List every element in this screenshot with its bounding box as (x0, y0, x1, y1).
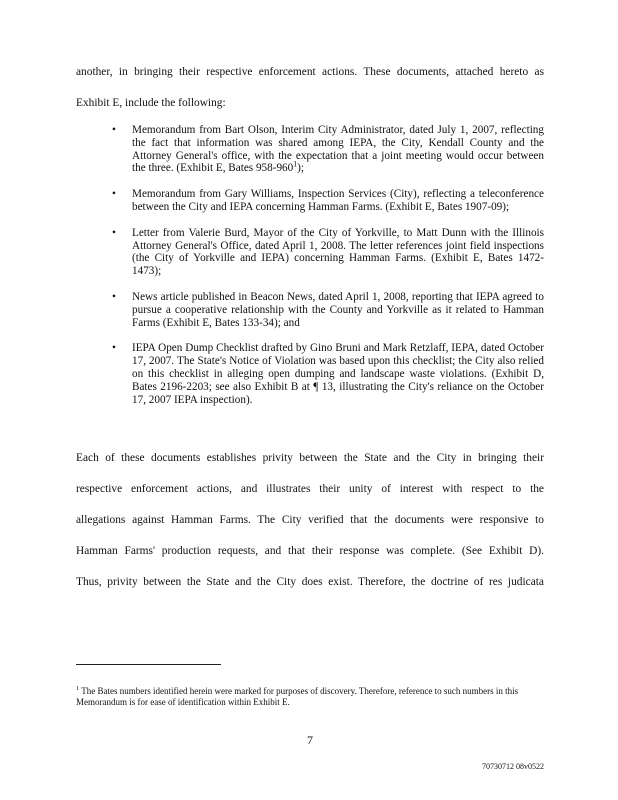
body-line-5: Thus, privity between the State and the City does exist. Therefore, the doctrine of res judicata (76, 576, 544, 588)
list-item: • Memorandum from Gary Williams, Inspection Services (City), reflecting a teleconference between the City and IEPA concerning Hamman Farms. (Exhibit E, Bates 1907-09); (112, 188, 544, 213)
page-number: 7 (307, 733, 313, 747)
body-line-4: Hamman Farms' production requests, and that their response was complete. (See Exhibit D). (76, 545, 544, 557)
bullet-icon: • (112, 342, 116, 355)
bullet-icon: • (112, 188, 116, 201)
list-item: • Memorandum from Bart Olson, Interim City Administrator, dated July 1, 2007, reflecting the fact that information was shared among IEPA, the City, Kendall County and the Attorney General's office, with the expectation that a joint meeting would occur between the three. (Exhibit E, Bates $958-960^1$); (112, 124, 544, 175)
footnote-divider (76, 664, 221, 665)
footnote-reference: 1 (293, 159, 298, 169)
bullet-icon: • (112, 290, 116, 303)
body-line-2: respective enforcement actions, and illustrates their unity of interest with respect to the (76, 483, 544, 495)
bullet-icon: • (112, 226, 116, 239)
list-item: • Letter from Valerie Burd, Mayor of the City of Yorkville, to Matt Dunn with the Illinois Attorney General's Office, dated April 1, 2008. The letter references joint field inspections (the City of Yorkville and IEPA) concerning Hamman Farms. (Exhibit E, Bates 1472-1473); (112, 226, 544, 278)
body-line-1: Each of these documents establishes privity between the State and the City in bringing their (76, 452, 544, 464)
footnote-text: The Bates numbers identified herein were marked for purposes of discovery. Therefore, reference to such numbers in this Memorandum is for ease of identification within Exhibit E. (76, 686, 519, 707)
exhibit-list (112, 124, 544, 419)
footnote-marker: 1 (76, 685, 80, 692)
intro-line-2: Exhibit E, include the following: (76, 97, 226, 109)
document-id: 70730712 08v0522 (482, 762, 544, 771)
footnote (76, 686, 546, 708)
list-item: • IEPA Open Dump Checklist drafted by Gino Bruni and Mark Retzlaff, IEPA, dated October 17, 2007. The State's Notice of Violation was based upon this checklist; the City also relied on this checklist in alleging open dumping and landscape waste violations. (Exhibit D, Bates 2196-2203; see also Exhibit B at ¶ 13, illustrating the City's reliance on the October 17, 2007 IEPA inspection). (112, 342, 544, 406)
list-item: • News article published in Beacon News, dated April 1, 2008, reporting that IEPA agreed to pursue a cooperative relationship with the County and Yorkville as it related to Hamman Farms (Exhibit E, Bates 133-34); and (112, 290, 544, 329)
body-line-3: allegations against Hamman Farms. The City verified that the documents were responsive to (76, 514, 544, 526)
intro-line-1: another, in bringing their respective enforcement actions. These documents, attached hereto as (76, 66, 544, 78)
bullet-icon: • (112, 124, 116, 136)
